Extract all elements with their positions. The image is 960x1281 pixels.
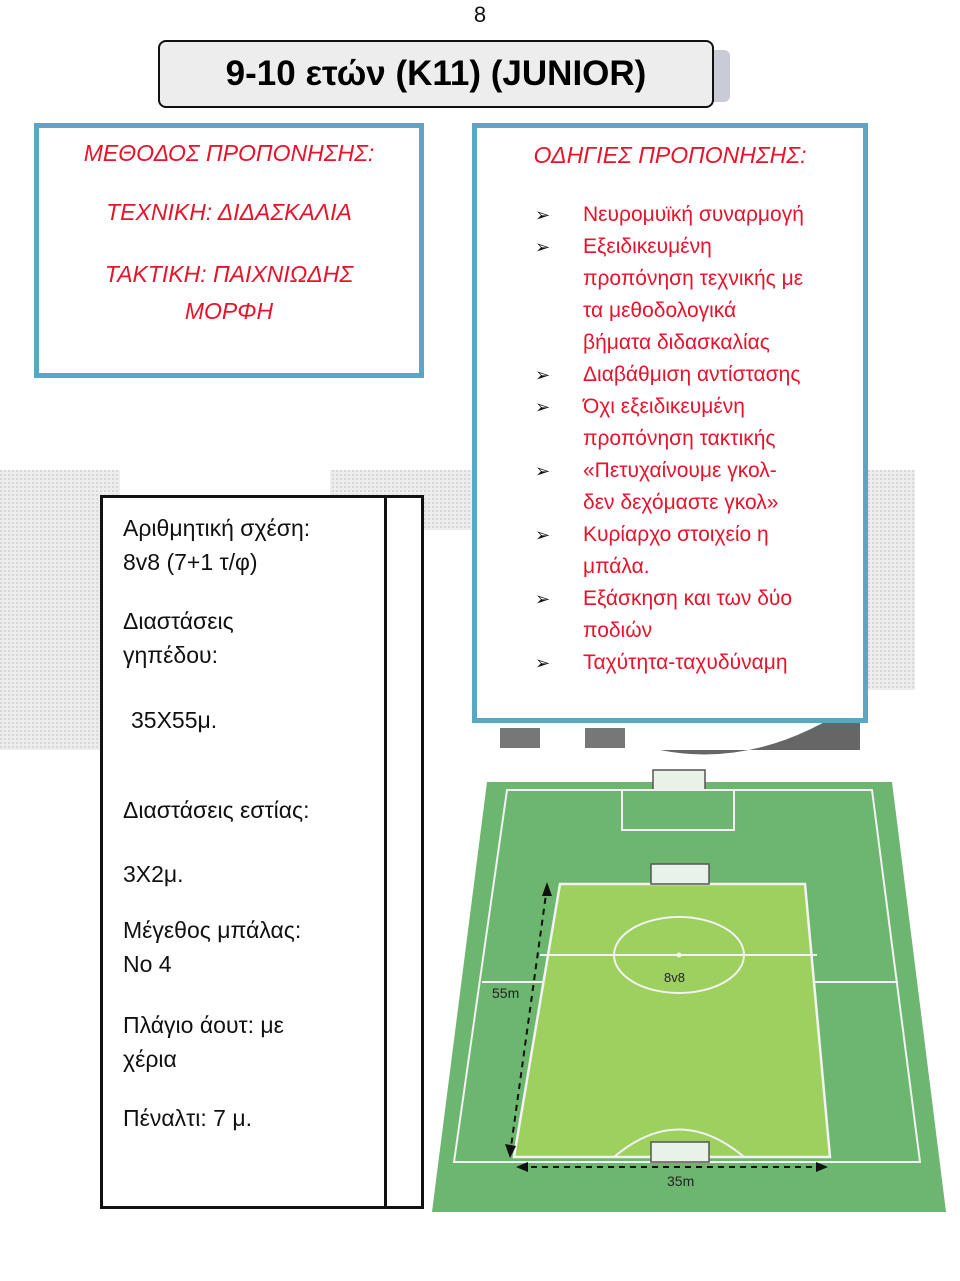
length-label: 55m [492, 985, 520, 1001]
guideline-text: τα μεθοδολογικά [583, 299, 737, 322]
field-dims-value: 35Χ55μ. [131, 707, 218, 733]
bottom-goal [651, 1142, 709, 1162]
method-box [34, 123, 424, 378]
penalty: Πέναλτι: 7 μ. [123, 1105, 252, 1131]
guideline-text: Νευρομυϊκή συναρμογή [583, 203, 804, 226]
width-label: 35m [667, 1173, 695, 1189]
arrow-bullet-icon: ➢ [535, 653, 551, 673]
method-technique: ΤΕΧΝΙΚΗ: ΔΙΔΑΣΚΑΛΙΑ [106, 199, 352, 225]
goal-dims-value: 3Χ2μ. [123, 861, 184, 887]
guidelines-box [472, 123, 868, 723]
field-dims-label-1: Διαστάσεις [123, 608, 234, 634]
ball-label: Μέγεθος μπάλας: [123, 917, 302, 943]
guideline-text: δεν δεχόμαστε γκολ» [583, 491, 779, 514]
guideline-item [535, 519, 845, 583]
page-number: 8 [473, 2, 487, 27]
ratio-label: Αριθμητική σχέση: [123, 515, 311, 541]
throwin-line-2: χέρια [123, 1046, 177, 1072]
top-goal [653, 770, 705, 790]
inner-pitch [514, 884, 830, 1157]
arrow-bullet-icon: ➢ [535, 365, 551, 385]
guideline-text: Εξάσκηση και των δύο [583, 587, 793, 610]
arrow-bullet-icon: ➢ [535, 461, 551, 481]
arrow-bullet-icon: ➢ [535, 525, 551, 545]
page-title: 9-10 ετών (K11) (JUNIOR) [158, 40, 714, 108]
guideline-text: προπόνηση τακτικής [583, 427, 776, 450]
guideline-text: Κυρίαρχο στοιχείο η [583, 523, 769, 546]
guideline-text: Όχι εξειδικευμένη [583, 395, 745, 418]
method-tactic-line2: ΜΟΡΦΗ [184, 298, 274, 324]
ball-value: Νο 4 [123, 951, 172, 977]
method-tactic-line1: ΤΑΚΤΙΚΗ: ΠΑΙΧΝΙΩΔΗΣ [104, 261, 354, 287]
guideline-text: προπόνηση τεχνικής με [583, 267, 804, 290]
field-diagram [432, 762, 946, 1212]
format-label: 8v8 [664, 970, 685, 985]
guideline-text: «Πετυχαίνουμε γκολ- [583, 459, 777, 482]
arrow-bullet-icon: ➢ [535, 397, 551, 417]
ratio-value: 8v8 (7+1 τ/φ) [123, 549, 258, 575]
panel-divider [384, 498, 387, 1206]
method-heading: ΜΕΘΟΔΟΣ ΠΡΟΠΟΝΗΣΗΣ: [83, 140, 375, 166]
guideline-item [535, 231, 845, 359]
goal-dims-label: Διαστάσεις εστίας: [123, 797, 310, 823]
field-dims-label-2: γηπέδου: [123, 642, 218, 668]
guidelines-list [535, 199, 845, 679]
guideline-item [535, 199, 845, 231]
guideline-item [535, 359, 845, 391]
arrow-bullet-icon: ➢ [535, 237, 551, 257]
info-panel [100, 495, 424, 1209]
guideline-text: ποδιών [583, 619, 653, 642]
arrow-bullet-icon: ➢ [535, 205, 551, 225]
guideline-text: Διαβάθμιση αντίστασης [583, 363, 801, 386]
guideline-text: Ταχύτητα-ταχυδύναμη [583, 651, 788, 674]
guideline-text: βήματα διδασκαλίας [583, 331, 770, 354]
guideline-text: Εξειδικευμένη [583, 235, 712, 258]
guideline-text: μπάλα. [583, 555, 650, 578]
guidelines-heading: ΟΔΗΓΙΕΣ ΠΡΟΠΟΝΗΣΗΣ: [533, 142, 807, 168]
inner-top-goal [651, 864, 709, 884]
arrow-bullet-icon: ➢ [535, 589, 551, 609]
guideline-item [535, 647, 845, 679]
guideline-item [535, 583, 845, 647]
center-spot [677, 953, 682, 958]
guideline-item [535, 391, 845, 455]
guideline-item [535, 455, 845, 519]
throwin-line-1: Πλάγιο άουτ: με [123, 1012, 284, 1038]
